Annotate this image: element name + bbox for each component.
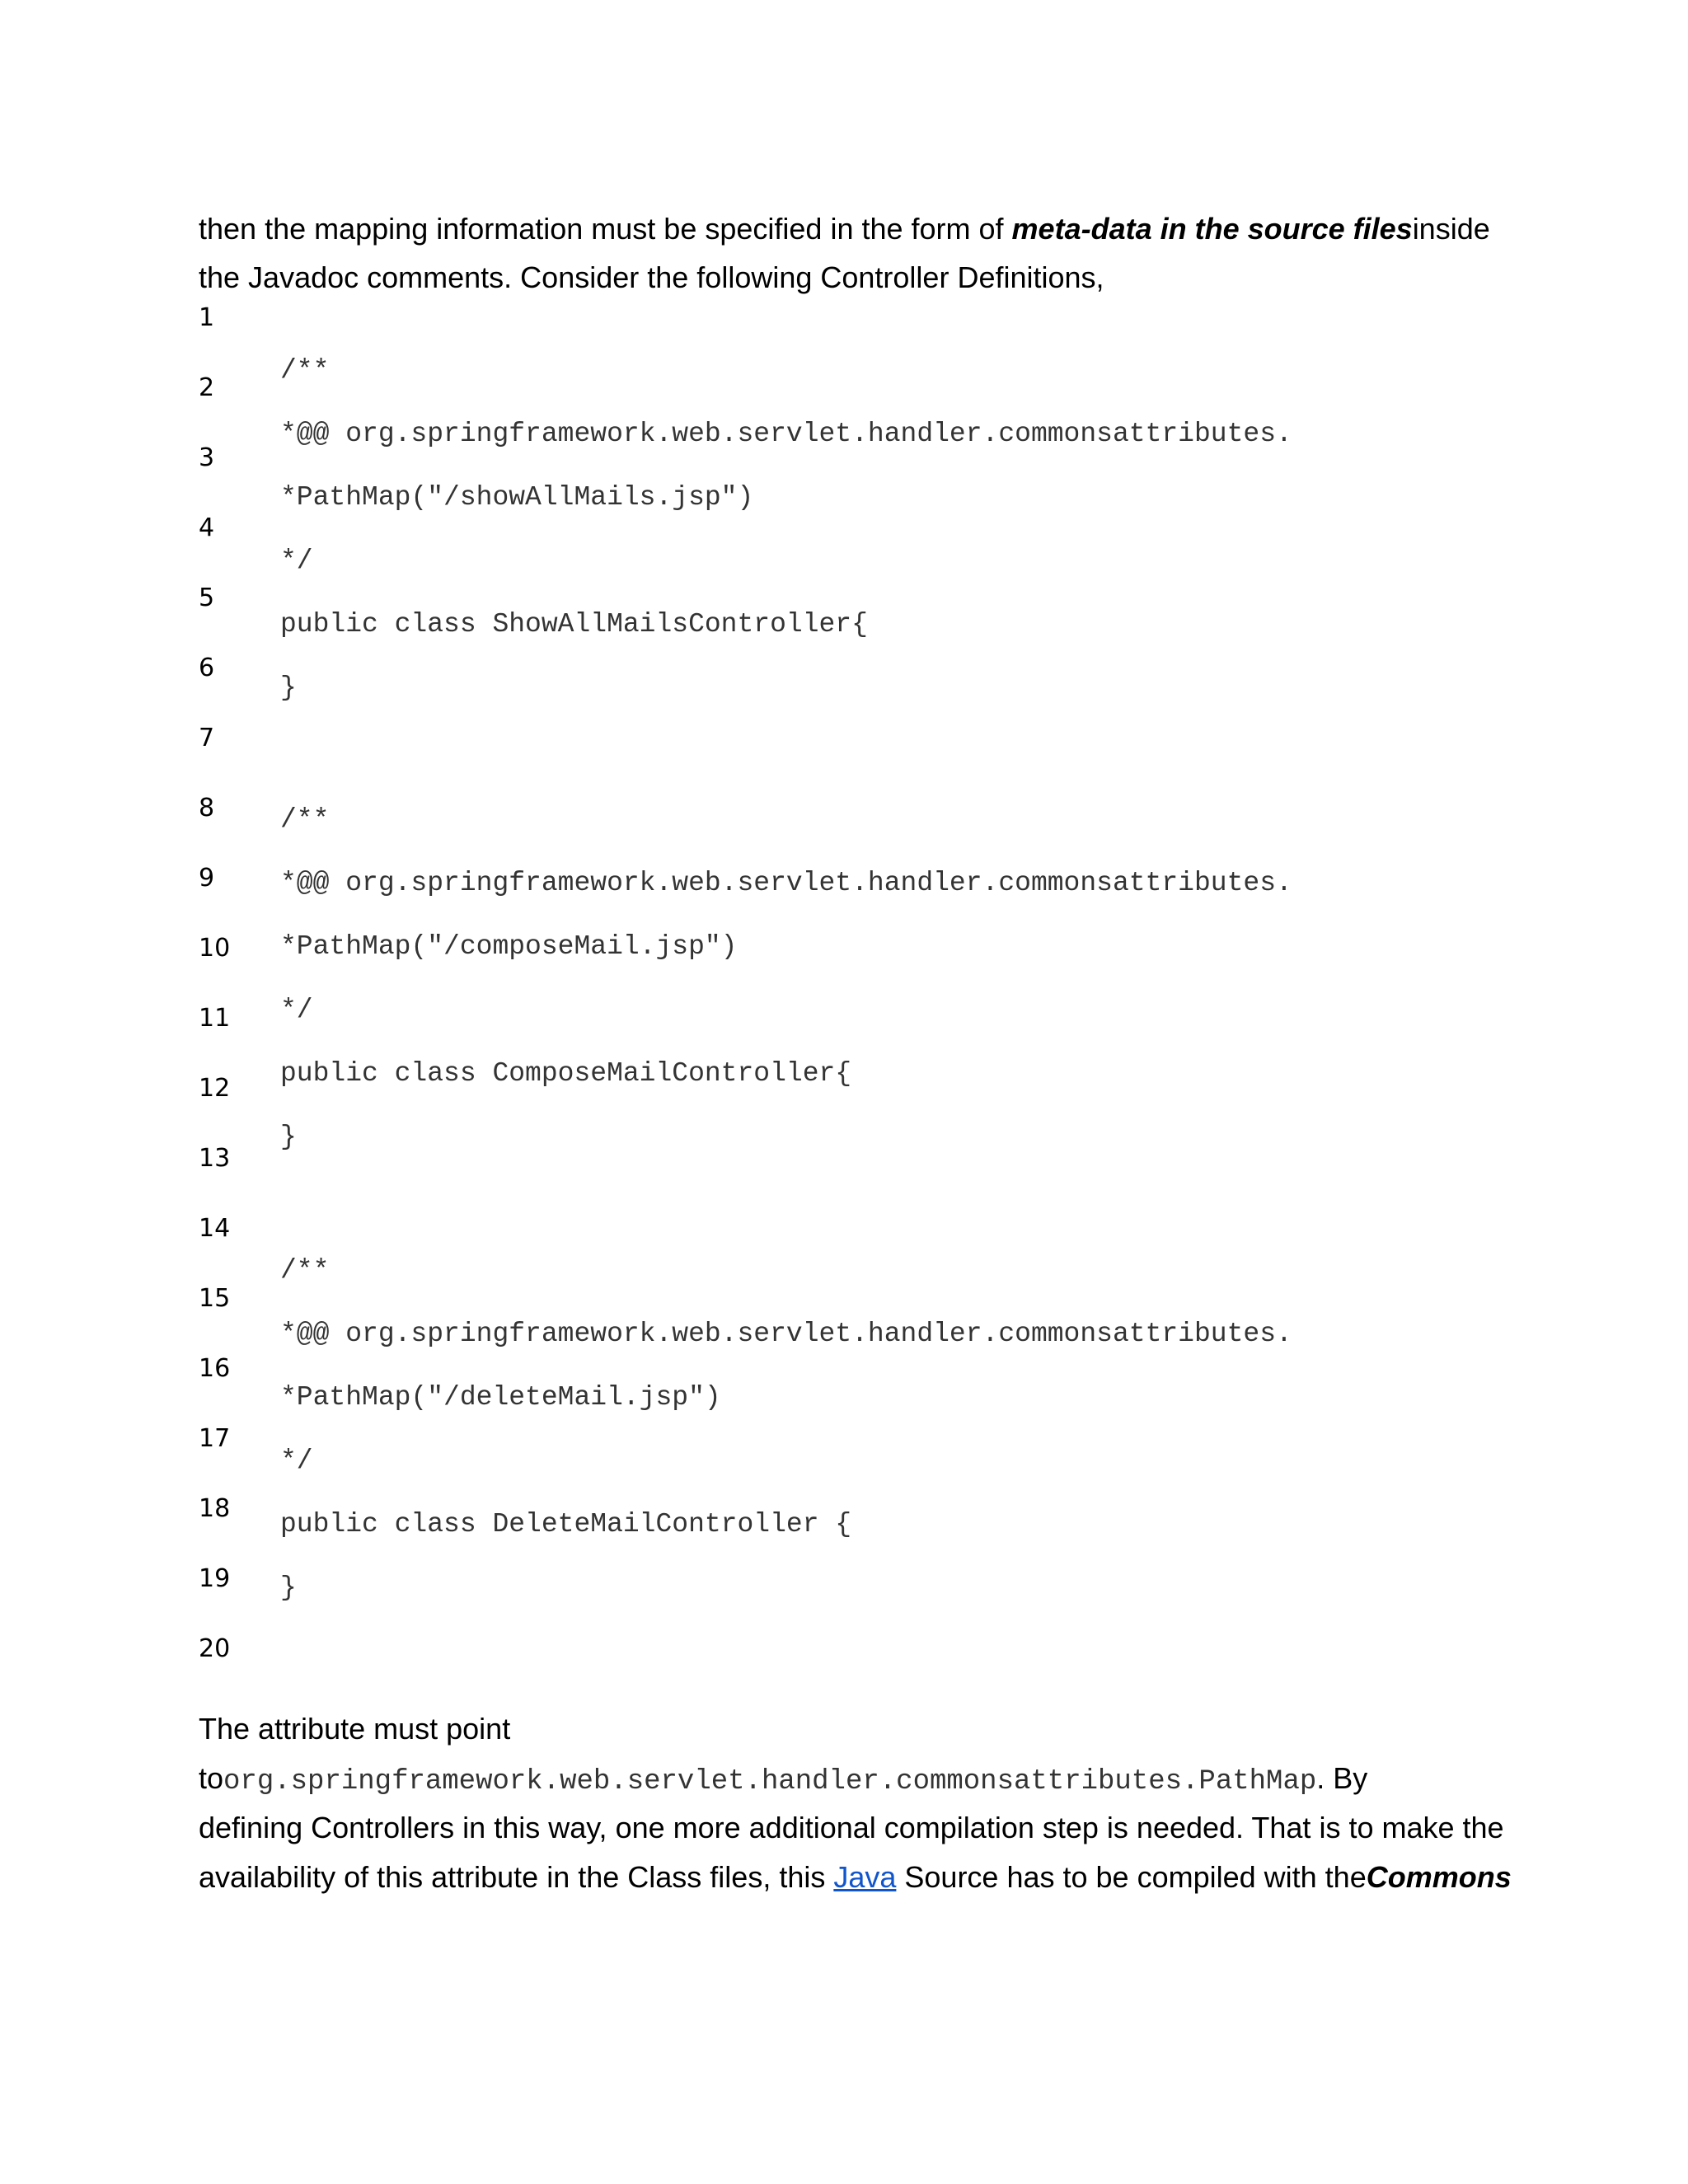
line-number: 2 (199, 373, 215, 402)
line-number: 13 (199, 1144, 231, 1173)
code-line: /** (280, 355, 330, 386)
line-number: 18 (199, 1494, 231, 1523)
line-number: 10 (199, 934, 231, 963)
intro-text: then the mapping information must be specified in the form of (199, 212, 1012, 246)
line-number: 5 (199, 583, 215, 612)
code-line: } (280, 1122, 297, 1152)
code-line: public class ComposeMailController{ (280, 1058, 852, 1089)
line-number: 3 (199, 443, 215, 472)
code-block-delete-mail (280, 1246, 1292, 1627)
intro-emphasis: meta-data in the source files (1011, 212, 1413, 246)
line-number: 7 (199, 724, 215, 752)
outro-text: to (199, 1761, 224, 1795)
code-block-show-all-mails (280, 346, 1292, 727)
outro-text-suffix: . By (1316, 1761, 1368, 1795)
line-number: 19 (199, 1564, 231, 1593)
code-line: */ (280, 1446, 313, 1476)
code-line: *PathMap("/showAllMails.jsp") (280, 482, 754, 513)
outro-line-4 (199, 1853, 1512, 1902)
code-line: public class DeleteMailController { (280, 1509, 852, 1540)
intro-text-suffix: inside (1412, 212, 1490, 246)
line-number: 6 (199, 654, 215, 682)
outro-line-3: defining Controllers in this way, one more additional compilation step is needed. That is to make the (199, 1811, 1504, 1844)
outro-line-2 (199, 1754, 1484, 1807)
line-number: 9 (199, 864, 215, 893)
code-line: /** (280, 804, 330, 835)
code-line-numbers (199, 293, 230, 1694)
code-line: public class ShowAllMailsController{ (280, 609, 868, 640)
line-number: 20 (199, 1634, 231, 1663)
line-number: 11 (199, 1004, 231, 1033)
outro-line-1: The attribute must point (199, 1712, 511, 1746)
outro-text-middle: Source has to be compiled with the (896, 1860, 1367, 1894)
code-line: *@@ org.springframework.web.servlet.handler.commonsattributes. (280, 868, 1292, 898)
line-number: 1 (199, 303, 215, 332)
outro-text: availability of this attribute in the Class files, this (199, 1860, 834, 1894)
java-link[interactable]: Java (833, 1860, 897, 1894)
code-line: } (280, 673, 297, 703)
intro-line-2: the Javadoc comments. Consider the following Controller Definitions, (199, 260, 1104, 294)
intro-line-1 (199, 204, 1490, 254)
line-number: 15 (199, 1284, 231, 1313)
code-line: } (280, 1572, 297, 1603)
line-number: 17 (199, 1424, 231, 1453)
inline-code-pathmap: org.springframework.web.servlet.handler.commonsattributes.PathMap (223, 1766, 1317, 1797)
line-number: 16 (199, 1354, 231, 1383)
code-line: */ (280, 546, 313, 576)
code-line: *PathMap("/composeMail.jsp") (280, 931, 738, 962)
code-line: *@@ org.springframework.web.servlet.handler.commonsattributes. (280, 1319, 1292, 1349)
outro-emphasis: Commons (1366, 1860, 1512, 1894)
code-line: *@@ org.springframework.web.servlet.handler.commonsattributes. (280, 419, 1292, 449)
line-number: 8 (199, 794, 215, 823)
line-number: 14 (199, 1214, 231, 1243)
code-line: *PathMap("/deleteMail.jsp") (280, 1382, 721, 1413)
line-number: 12 (199, 1074, 231, 1103)
line-number: 4 (199, 513, 215, 542)
code-line: */ (280, 995, 313, 1025)
code-block-compose-mail (280, 795, 1292, 1176)
code-line: /** (280, 1255, 330, 1286)
